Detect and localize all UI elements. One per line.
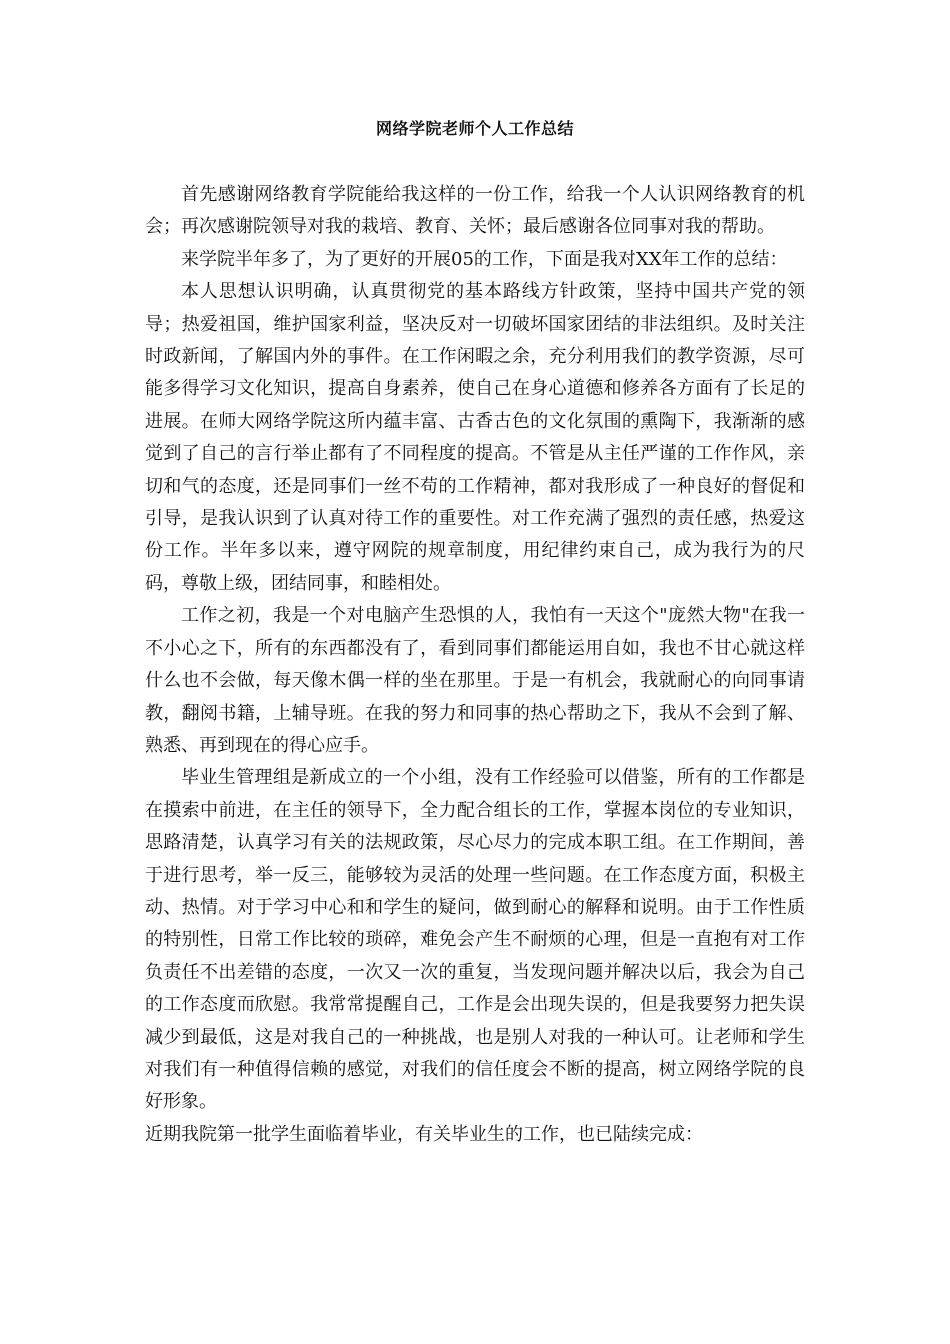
document-body xyxy=(145,179,805,1151)
paragraph-thanks: 首先感谢网络教育学院能给我这样的一份工作，给我一个人认识网络教育的机会；再次感谢院领导对我的栽培、教育、关怀；最后感谢各位同事对我的帮助。 xyxy=(145,184,805,238)
document-title: 网络学院老师个人工作总结 xyxy=(375,119,574,138)
paragraph-computer-skills: 工作之初，我是一个对电脑产生恐惧的人，我怕有一天这个"庞然大物"在我一不小心之下，所有的东西都没有了，看到同事们都能运用自如，我也不甘心就这样什么也不会做，每天像木偶一样的坐在那里。于是一有机会，我就耐心的向同事请教，翻阅书籍，上辅导班。在我的努力和同事的热心帮助之下，我从不会到了解、熟悉、再到现在的得心应手。 xyxy=(145,605,805,756)
paragraph-ideology: 本人思想认识明确，认真贯彻党的基本路线方针政策，坚持中国共产党的领导；热爱祖国，维护国家利益，坚决反对一切破坏国家团结的非法组织。及时关注时政新闻，了解国内外的事件。在工作闲暇之余，充分利用我们的教学资源，尽可能多得学习文化知识，提高自身素养，使自己在身心道德和修养各方面有了长足的进展。在师大网络学院这所内蕴丰富、古香古色的文化氛围的熏陶下，我渐渐的感觉到了自己的言行举止都有了不同程度的提高。不管是从主任严谨的工作作风，亲切和气的态度，还是同事们一丝不苟的工作精神，都对我形成了一种良好的督促和引导，是我认识到了认真对待工作的重要性。对工作充满了强烈的责任感，热爱这份工作。半年多以来，遵守网院的规章制度，用纪律约束自己，成为我行为的尺码，尊敬上级，团结同事，和睦相处。 xyxy=(145,281,805,594)
paragraph-intro: 来学院半年多了，为了更好的开展05的工作，下面是我对XX年工作的总结： xyxy=(181,248,788,270)
paragraph-graduate-group: 毕业生管理组是新成立的一个小组，没有工作经验可以借鉴，所有的工作都是在摸索中前进，在主任的领导下，全力配合组长的工作，掌握本岗位的专业知识，思路清楚，认真学习有关的法规政策，尽心尽力的完成本职工组。在工作期间，善于进行思考，举一反三，能够较为灵活的处理一些问题。在工作态度方面，积极主动、热情。对于学习中心和和学生的疑问，做到耐心的解释和说明。由于工作性质的特别性，日常工作比较的琐碎，难免会产生不耐烦的心理，但是一直抱有对工作负责任不出差错的态度，一次又一次的重复，当发现问题并解决以后，我会为自己的工作态度而欣慰。我常常提醒自己，工作是会出现失误的，但是我要努力把失误减少到最低，这是对我自己的一种挑战，也是别人对我的一种认可。让老师和学生对我们有一种值得信赖的感觉，对我们的信任度会不断的提高，树立网络学院的良好形象。 xyxy=(145,767,805,1113)
paragraph-recent-work: 近期我院第一批学生面临着毕业，有关毕业生的工作，也已陆续完成： xyxy=(145,1123,703,1145)
